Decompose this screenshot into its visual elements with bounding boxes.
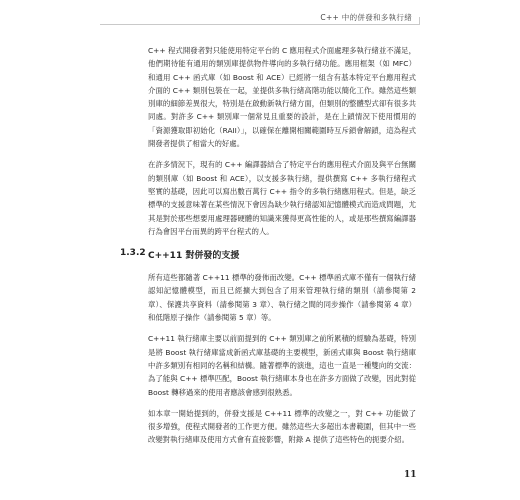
section-title: C++11 對併發的支援 bbox=[148, 251, 240, 262]
header-tick bbox=[419, 17, 420, 25]
paragraph-cpp11-standard: 所有這些都隨著 C++11 標準的發佈而改變。C++ 標準函式庫不僅有一個執行緒認知記憶體模型，而且已經擴大到包含了用來管理執行緒的類別（請參閱第 2 章）、保護共享資料（請參閱第 3 章）、執行緒之間的同步操作（請參閱第 4 章）和低階原子操作（請參閱第 5 章）等。 bbox=[148, 273, 416, 323]
paragraph-appendix-a: 如本章一開始提到的，併發支援是 C++11 標準的改變之一，對 C++ 功能做了很多增強，使程式開發者的工作更方便。雖然這些大多超出本書範圍，但其中一些改變對執行緒庫及使用方式會有直接影響，附錄 A 提供了這些特色的扼要介紹。 bbox=[148, 408, 416, 445]
running-header: C++ 中的併發和多執行緒 bbox=[320, 13, 412, 22]
page-body bbox=[120, 44, 416, 447]
page-number: 11 bbox=[404, 470, 417, 480]
section-number: 1.3.2 bbox=[120, 248, 146, 259]
section-heading bbox=[120, 248, 416, 262]
header-rule bbox=[100, 24, 420, 25]
paragraph-boost-model: C++11 執行緒庫主要以前面提到的 C++ 類別庫之前所累積的經驗為基礎，特別是將 Boost 執行緒庫當成新函式庫基礎的主要模型，新函式庫與 Boost 執行緒庫中許多類別有相同的名稱和結構。隨著標準的演進，這也一直是一種雙向的交流：為了能與 C++ 標準匹配，Boost 執行緒庫本身也在許多方面做了改變，因此對從 Boost 轉移過來的使用者應該會感到很熟悉。 bbox=[148, 334, 416, 397]
paragraph-mfc-boost-ace: C++ 程式開發者對只能使用特定平台的 C 應用程式介面處理多執行緒並不滿足，他們期待能有通用的類別庫提供物件導向的多執行緒功能。應用框架（如 MFC）和通用 C++ 函式庫（如 Boost 和 ACE）已經將一組含有基本特定平台應用程式介面的 C++ 類別包裝在一起，並提供多執行緒高階功能以簡化工作。雖然這些類別庫的細節差異很大，特別是在啟動新執行緒方面，但類別的整體型式卻有很多共同處。對許多 C++ 類別庫一個常見且重要的設計，是在上鎖情況下使用慣用的「資源獲取即初始化（RAII）」，以確保在離開相關範圍時互斥鎖會解鎖，這為程式開發者提供了相當大的好處。 bbox=[148, 46, 416, 149]
paragraph-compiler-support: 在許多情況下，現有的 C++ 編譯器結合了特定平台的應用程式介面及與平台無關的類別庫（如 Boost 和 ACE），以支援多執行緒，提供撰寫 C++ 多執行緒程式堅實的基礎，因此可以寫出數百萬行 C++ 指令的多執行緒應用程式。但是，缺乏標準的支援意味著在某些情況下會因為缺少執行緒認知記憶體模式而造成問題，尤其是對於那些想要用處理器硬體的知識來獲得更高性能的人，或是那些撰寫編譯器行為會因平台而異的跨平台程式的人。 bbox=[148, 160, 416, 236]
